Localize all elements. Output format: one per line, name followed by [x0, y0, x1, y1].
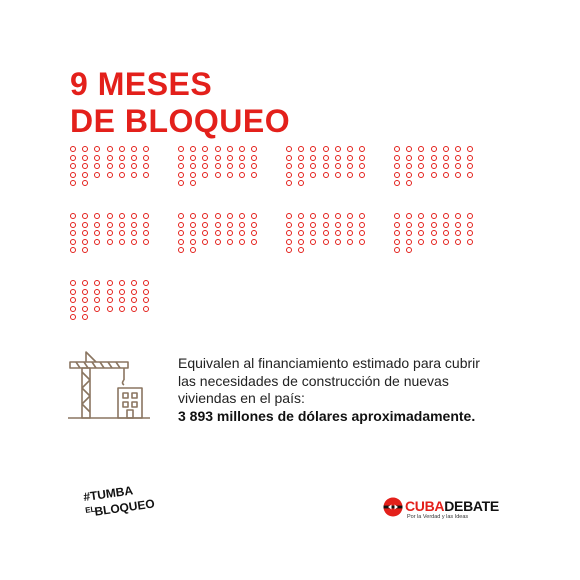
day-dot	[443, 230, 449, 236]
day-dot	[94, 155, 100, 161]
description-line-1: Equivalen al financiamiento estimado para cubrir	[178, 355, 480, 371]
day-dot	[143, 146, 149, 152]
day-dot	[431, 163, 437, 169]
title-line-2: DE BLOQUEO	[70, 103, 291, 139]
day-dot	[215, 146, 221, 152]
day-dot	[119, 306, 125, 312]
day-dot	[70, 247, 76, 253]
day-dot	[70, 180, 76, 186]
day-dot	[335, 155, 341, 161]
day-dot	[359, 172, 365, 178]
day-dot	[94, 222, 100, 228]
day-dot	[431, 213, 437, 219]
day-dot	[119, 172, 125, 178]
day-dot	[310, 163, 316, 169]
day-dot	[190, 180, 196, 186]
day-dot	[286, 163, 292, 169]
day-dot	[406, 163, 412, 169]
day-dot	[347, 213, 353, 219]
day-dot	[119, 155, 125, 161]
day-dot	[94, 230, 100, 236]
day-dot	[107, 213, 113, 219]
day-dot	[310, 213, 316, 219]
day-dot	[455, 230, 461, 236]
day-dot	[202, 213, 208, 219]
day-dot	[227, 222, 233, 228]
cubadebate-emblem-icon	[383, 497, 403, 517]
day-dot	[82, 230, 88, 236]
brand-debate: DEBATE	[444, 498, 499, 514]
day-dot	[107, 289, 113, 295]
day-dot	[239, 155, 245, 161]
day-dot	[178, 155, 184, 161]
day-dot	[190, 222, 196, 228]
day-dot	[418, 146, 424, 152]
day-dot	[394, 172, 400, 178]
day-dot	[178, 247, 184, 253]
months-dot-grid	[70, 146, 490, 332]
day-dot	[215, 163, 221, 169]
day-dot	[418, 230, 424, 236]
day-dot	[178, 239, 184, 245]
day-dot	[82, 172, 88, 178]
day-dot	[298, 239, 304, 245]
day-dot	[143, 306, 149, 312]
day-dot	[298, 180, 304, 186]
day-dot	[239, 230, 245, 236]
day-dot	[215, 213, 221, 219]
day-dot	[70, 155, 76, 161]
day-dot	[190, 146, 196, 152]
day-dot	[202, 146, 208, 152]
day-dot	[82, 280, 88, 286]
day-dot	[143, 297, 149, 303]
day-dot	[406, 155, 412, 161]
day-dot	[251, 230, 257, 236]
day-dot	[215, 230, 221, 236]
day-dot	[418, 155, 424, 161]
day-dot	[418, 213, 424, 219]
cubadebate-wordmark	[405, 498, 499, 514]
day-dot	[82, 222, 88, 228]
day-dot	[335, 163, 341, 169]
day-dot	[394, 213, 400, 219]
day-dot	[70, 222, 76, 228]
day-dot	[251, 146, 257, 152]
day-dot	[431, 230, 437, 236]
day-dot	[431, 155, 437, 161]
day-dot	[82, 297, 88, 303]
logo-left-line-2: EL	[84, 504, 97, 516]
day-dot	[310, 155, 316, 161]
day-dot	[347, 163, 353, 169]
day-dot	[82, 155, 88, 161]
day-dot	[347, 155, 353, 161]
day-dot	[190, 163, 196, 169]
day-dot	[119, 280, 125, 286]
day-dot	[131, 155, 137, 161]
day-dot	[178, 222, 184, 228]
day-dot	[227, 239, 233, 245]
day-dot	[359, 230, 365, 236]
day-dot	[323, 155, 329, 161]
day-dot	[107, 155, 113, 161]
day-dot	[467, 163, 473, 169]
day-dot	[94, 239, 100, 245]
day-dot	[286, 222, 292, 228]
day-dot	[143, 163, 149, 169]
day-dot	[443, 172, 449, 178]
day-dot	[418, 222, 424, 228]
day-dot	[394, 239, 400, 245]
day-dot	[143, 230, 149, 236]
day-dot	[251, 155, 257, 161]
day-dot	[107, 239, 113, 245]
day-dot	[286, 146, 292, 152]
day-dot	[82, 146, 88, 152]
day-dot	[406, 213, 412, 219]
day-dot	[82, 314, 88, 320]
cubadebate-logo	[383, 497, 513, 527]
day-dot	[467, 172, 473, 178]
day-dot	[70, 297, 76, 303]
day-dot	[119, 163, 125, 169]
day-dot	[394, 222, 400, 228]
day-dot	[251, 222, 257, 228]
day-dot	[131, 280, 137, 286]
day-dot	[131, 222, 137, 228]
day-dot	[455, 222, 461, 228]
day-dot	[298, 222, 304, 228]
day-dot	[310, 230, 316, 236]
day-dot	[107, 230, 113, 236]
day-dot	[359, 155, 365, 161]
day-dot	[239, 172, 245, 178]
day-dot	[467, 213, 473, 219]
day-dot	[359, 163, 365, 169]
day-dot	[107, 222, 113, 228]
day-dot	[178, 146, 184, 152]
day-dot	[335, 230, 341, 236]
day-dot	[286, 172, 292, 178]
logo-left-line-3: BLOQUEO	[93, 496, 156, 519]
day-dot	[298, 172, 304, 178]
day-dot	[310, 172, 316, 178]
day-dot	[143, 289, 149, 295]
day-dot	[239, 146, 245, 152]
day-dot	[335, 213, 341, 219]
day-dot	[94, 172, 100, 178]
day-dot	[286, 230, 292, 236]
tumba-el-bloqueo-logo	[82, 483, 156, 530]
day-dot	[131, 230, 137, 236]
day-dot	[286, 239, 292, 245]
description-line-2: las necesidades de construcción de nuevas	[178, 372, 449, 389]
day-dot	[94, 289, 100, 295]
day-dot	[310, 222, 316, 228]
day-dot	[215, 222, 221, 228]
day-dot	[467, 155, 473, 161]
day-dot	[443, 222, 449, 228]
day-dot	[178, 230, 184, 236]
day-dot	[335, 172, 341, 178]
day-dot	[359, 213, 365, 219]
day-dot	[131, 172, 137, 178]
day-dot	[239, 163, 245, 169]
day-dot	[323, 213, 329, 219]
day-dot	[70, 239, 76, 245]
day-dot	[190, 172, 196, 178]
day-dot	[82, 289, 88, 295]
day-dot	[70, 280, 76, 286]
day-dot	[227, 146, 233, 152]
day-dot	[70, 163, 76, 169]
day-dot	[215, 155, 221, 161]
day-dot	[82, 247, 88, 253]
description-text	[178, 355, 518, 425]
day-dot	[443, 146, 449, 152]
day-dot	[143, 172, 149, 178]
day-dot	[455, 146, 461, 152]
day-dot	[202, 172, 208, 178]
day-dot	[202, 222, 208, 228]
day-dot	[82, 239, 88, 245]
day-dot	[227, 230, 233, 236]
day-dot	[202, 163, 208, 169]
day-dot	[190, 155, 196, 161]
day-dot	[347, 146, 353, 152]
day-dot	[431, 239, 437, 245]
day-dot	[467, 146, 473, 152]
day-dot	[455, 163, 461, 169]
day-dot	[347, 230, 353, 236]
day-dot	[70, 172, 76, 178]
day-dot	[70, 230, 76, 236]
day-dot	[131, 146, 137, 152]
day-dot	[443, 213, 449, 219]
day-dot	[406, 239, 412, 245]
day-dot	[70, 289, 76, 295]
day-dot	[394, 163, 400, 169]
day-dot	[143, 222, 149, 228]
day-dot	[239, 222, 245, 228]
day-dot	[190, 213, 196, 219]
day-dot	[418, 172, 424, 178]
day-dot	[431, 172, 437, 178]
day-dot	[347, 239, 353, 245]
day-dot	[178, 163, 184, 169]
day-dot	[286, 213, 292, 219]
day-dot	[143, 239, 149, 245]
day-dot	[143, 213, 149, 219]
day-dot	[455, 239, 461, 245]
day-dot	[323, 230, 329, 236]
day-dot	[310, 239, 316, 245]
day-dot	[215, 172, 221, 178]
day-dot	[94, 297, 100, 303]
day-dot	[107, 163, 113, 169]
day-dot	[119, 289, 125, 295]
day-dot	[94, 163, 100, 169]
day-dot	[467, 239, 473, 245]
day-dot	[94, 306, 100, 312]
cubadebate-tagline: Por la Verdad y las Ideas	[407, 514, 469, 520]
day-dot	[227, 155, 233, 161]
day-dot	[455, 213, 461, 219]
day-dot	[131, 163, 137, 169]
day-dot	[443, 163, 449, 169]
day-dot	[406, 146, 412, 152]
day-dot	[298, 155, 304, 161]
day-dot	[178, 172, 184, 178]
day-dot	[202, 230, 208, 236]
day-dot	[467, 222, 473, 228]
day-dot	[394, 146, 400, 152]
day-dot	[298, 230, 304, 236]
day-dot	[418, 239, 424, 245]
day-dot	[323, 222, 329, 228]
day-dot	[107, 306, 113, 312]
brand-cuba: CUBA	[405, 498, 445, 514]
day-dot	[119, 239, 125, 245]
day-dot	[202, 155, 208, 161]
day-dot	[119, 297, 125, 303]
day-dot	[335, 239, 341, 245]
day-dot	[190, 247, 196, 253]
day-dot	[455, 155, 461, 161]
day-dot	[298, 163, 304, 169]
day-dot	[251, 172, 257, 178]
day-dot	[298, 146, 304, 152]
day-dot	[335, 146, 341, 152]
day-dot	[286, 155, 292, 161]
day-dot	[251, 213, 257, 219]
day-dot	[107, 297, 113, 303]
day-dot	[406, 230, 412, 236]
day-dot	[215, 239, 221, 245]
day-dot	[131, 289, 137, 295]
day-dot	[70, 213, 76, 219]
day-dot	[70, 314, 76, 320]
day-dot	[406, 180, 412, 186]
day-dot	[394, 180, 400, 186]
day-dot	[251, 163, 257, 169]
day-dot	[143, 280, 149, 286]
day-dot	[94, 146, 100, 152]
day-dot	[251, 239, 257, 245]
page-title	[70, 66, 290, 140]
day-dot	[310, 146, 316, 152]
day-dot	[82, 180, 88, 186]
day-dot	[286, 247, 292, 253]
day-dot	[406, 222, 412, 228]
description-line-3: viviendas en el país:	[178, 390, 305, 406]
day-dot	[406, 247, 412, 253]
day-dot	[227, 163, 233, 169]
day-dot	[82, 213, 88, 219]
day-dot	[455, 172, 461, 178]
day-dot	[323, 239, 329, 245]
day-dot	[227, 172, 233, 178]
day-dot	[107, 280, 113, 286]
day-dot	[347, 222, 353, 228]
day-dot	[323, 163, 329, 169]
day-dot	[178, 213, 184, 219]
day-dot	[119, 146, 125, 152]
day-dot	[323, 172, 329, 178]
day-dot	[431, 222, 437, 228]
day-dot	[239, 213, 245, 219]
day-dot	[298, 213, 304, 219]
day-dot	[131, 213, 137, 219]
day-dot	[178, 180, 184, 186]
day-dot	[119, 222, 125, 228]
day-dot	[418, 163, 424, 169]
day-dot	[431, 146, 437, 152]
day-dot	[394, 230, 400, 236]
day-dot	[119, 230, 125, 236]
day-dot	[347, 172, 353, 178]
day-dot	[239, 239, 245, 245]
day-dot	[82, 163, 88, 169]
day-dot	[131, 306, 137, 312]
day-dot	[131, 297, 137, 303]
day-dot	[286, 180, 292, 186]
day-dot	[394, 155, 400, 161]
day-dot	[443, 239, 449, 245]
day-dot	[70, 306, 76, 312]
day-dot	[131, 239, 137, 245]
day-dot	[394, 247, 400, 253]
day-dot	[143, 155, 149, 161]
construction-crane-icon	[66, 350, 152, 420]
day-dot	[107, 146, 113, 152]
day-dot	[119, 213, 125, 219]
day-dot	[467, 230, 473, 236]
day-dot	[190, 230, 196, 236]
day-dot	[443, 155, 449, 161]
day-dot	[359, 239, 365, 245]
title-line-1: 9 MESES	[70, 66, 213, 102]
day-dot	[335, 222, 341, 228]
logo-left-line-1: #TUMBA	[82, 483, 134, 505]
day-dot	[323, 146, 329, 152]
day-dot	[70, 146, 76, 152]
day-dot	[94, 280, 100, 286]
day-dot	[406, 172, 412, 178]
day-dot	[359, 222, 365, 228]
day-dot	[82, 306, 88, 312]
day-dot	[190, 239, 196, 245]
description-highlight: 3 893 millones de dólares aproximadamente.	[178, 407, 476, 424]
day-dot	[107, 172, 113, 178]
day-dot	[227, 213, 233, 219]
day-dot	[359, 146, 365, 152]
day-dot	[298, 247, 304, 253]
day-dot	[202, 239, 208, 245]
day-dot	[94, 213, 100, 219]
